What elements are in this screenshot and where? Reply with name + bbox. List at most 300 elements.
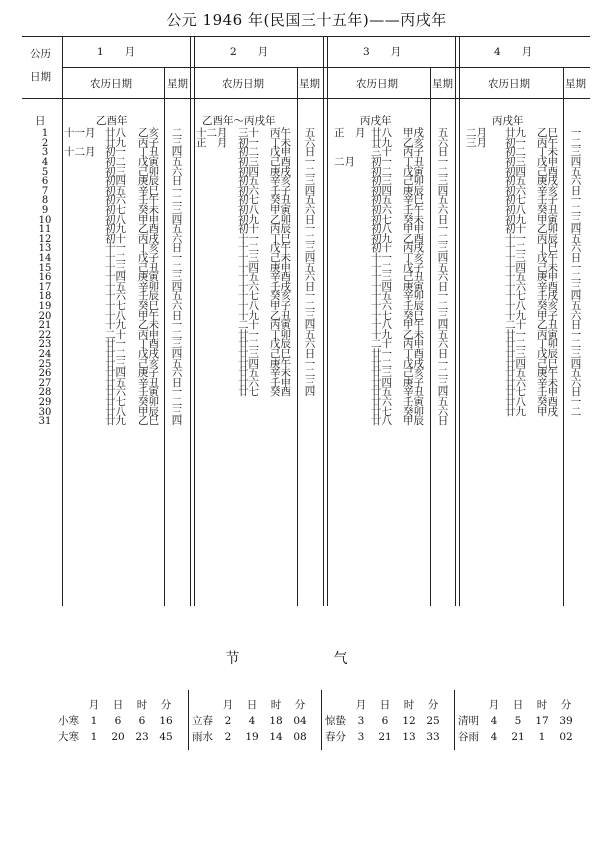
lunar-day: 廿八 — [105, 405, 126, 418]
lunar-day: 廿九 — [105, 136, 126, 149]
weekday: 五 — [437, 328, 449, 341]
lunar-month-marker: 二月 — [466, 127, 487, 139]
lunar-day: 廿七 — [105, 396, 126, 409]
day-number: 26 — [38, 368, 52, 379]
ganzhi: 乙亥 — [138, 127, 159, 139]
lunar-day: 初四 — [105, 175, 126, 187]
weekday: 三 — [304, 309, 316, 322]
lunar-day: 初十 — [238, 223, 259, 235]
lunar-day: 十五 — [371, 290, 392, 303]
weekday: 三 — [437, 175, 449, 187]
weekday: 五 — [304, 127, 316, 139]
ganzhi: 壬寅 — [138, 386, 159, 399]
weekday: 三 — [171, 204, 183, 217]
weekday: 二 — [437, 367, 449, 379]
lunar-month-marker: 正 月 — [334, 127, 366, 139]
weekday: 日 — [171, 242, 183, 255]
weekday: 五 — [437, 194, 449, 207]
lunar-day: 十九 — [371, 328, 392, 341]
jieqi-name: 清明 — [458, 715, 479, 727]
ganzhi: 壬戌 — [270, 280, 291, 293]
ganzhi: 甲戌 — [403, 127, 424, 139]
jieqi-month: 2 — [224, 731, 232, 743]
ganzhi: 戊午 — [537, 252, 558, 265]
day-number: 10 — [38, 214, 52, 226]
ganzhi: 甲午 — [138, 309, 159, 322]
ganzhi: 壬午 — [138, 194, 159, 207]
lunar-day: 初五 — [371, 194, 392, 207]
lunar-day: 廿六 — [238, 376, 259, 389]
weekday: 二 — [171, 396, 183, 409]
ganzhi: 癸丑 — [270, 194, 291, 207]
jieqi-col-header: 时 — [536, 699, 548, 711]
weekday: 二 — [171, 328, 183, 341]
lunar-day: 十二 — [371, 261, 392, 274]
ganzhi: 庚辰 — [403, 184, 424, 197]
ganzhi: 甲寅 — [270, 204, 291, 217]
day-number: 5 — [41, 166, 49, 178]
day-number: 24 — [38, 349, 52, 361]
weekday: 一 — [171, 252, 183, 265]
lunar-day: 十三 — [105, 261, 126, 274]
weekday: 一 — [570, 261, 582, 274]
day-number: 31 — [38, 416, 52, 427]
lunar-day: 十七 — [371, 309, 392, 322]
ganzhi: 乙丑 — [270, 309, 291, 322]
day-number: 4 — [41, 157, 49, 169]
day-number: 14 — [38, 253, 52, 265]
lunar-month-marker: 二月 — [334, 156, 355, 169]
weekday: 二 — [171, 261, 183, 274]
ganzhi: 癸酉 — [270, 386, 291, 399]
weekday: 四 — [304, 252, 316, 265]
ganzhi: 甲戌 — [537, 405, 558, 418]
jieqi-col-header: 分 — [160, 699, 172, 711]
month-divider — [323, 36, 324, 606]
weekday: 四 — [171, 280, 183, 293]
lunar-day: 十五 — [505, 271, 526, 283]
weekday: 六 — [437, 271, 449, 283]
weekday: 二 — [570, 271, 582, 283]
ganzhi: 丙子 — [138, 136, 159, 149]
ganzhi: 丁丑 — [403, 156, 424, 169]
lunar-day: 初九 — [105, 223, 126, 235]
weekday: 五 — [570, 300, 582, 313]
weekday: 一 — [437, 156, 449, 169]
jieqi-hour: 14 — [269, 731, 283, 743]
lunar-day: 二十 — [105, 328, 126, 341]
ganzhi: 庚戌 — [270, 165, 291, 178]
weekday: 一 — [304, 156, 316, 169]
lunar-day: 廿八 — [505, 396, 526, 409]
weekday: 日 — [171, 376, 183, 389]
weekday: 三 — [570, 146, 582, 159]
weekday: 三 — [304, 242, 316, 255]
weekday: 五 — [570, 232, 582, 245]
ganzhi: 癸丑 — [537, 204, 558, 217]
ganzhi: 辛卯 — [138, 280, 159, 293]
xingqi-header: 星期 — [565, 78, 586, 90]
weekday: 日 — [304, 213, 316, 226]
header-bottom-rule — [22, 98, 590, 99]
jieqi-day: 6 — [114, 715, 122, 727]
jieqi-minute: 02 — [559, 731, 573, 743]
weekday: 日 — [171, 309, 183, 322]
weekday: 日 — [570, 184, 582, 197]
day-number: 16 — [38, 272, 52, 283]
lunar-day: 廿八 — [371, 127, 392, 139]
ganzhi: 己酉 — [270, 156, 291, 169]
weekday: 六 — [171, 300, 183, 313]
weekday: 五 — [570, 165, 582, 178]
weekday: 日 — [304, 146, 316, 159]
lunar-month-marker: 正 月 — [196, 136, 228, 149]
ganzhi: 甲午 — [403, 319, 424, 331]
lunar-day: 廿三 — [105, 357, 126, 370]
jieqi-col-header: 分 — [294, 699, 306, 711]
ganzhi: 丁酉 — [403, 348, 424, 361]
jieqi-month: 4 — [490, 715, 498, 727]
weekday: 日 — [437, 280, 449, 293]
nongli-header: 农历日期 — [488, 78, 530, 90]
ganzhi: 癸亥 — [270, 290, 291, 303]
ganzhi: 癸巳 — [138, 300, 159, 313]
lunar-day: 初四 — [238, 165, 259, 178]
jieqi-minute: 25 — [426, 715, 440, 727]
lunar-day: 廿一 — [105, 338, 126, 351]
lunar-day: 初二 — [238, 146, 259, 159]
ganzhi: 甲辰 — [138, 405, 159, 418]
jieqi-hour: 13 — [402, 731, 416, 743]
jieqi-day: 20 — [111, 731, 125, 743]
weekday: 日 — [570, 386, 582, 399]
month-header-3: 3 月 — [363, 46, 402, 58]
ganzhi: 甲申 — [403, 223, 424, 235]
jieqi-name: 小寒 — [58, 715, 79, 727]
lunar-day: 廿九 — [371, 136, 392, 149]
weekday: 三 — [570, 213, 582, 226]
lunar-day: 十四 — [371, 280, 392, 293]
ganzhi: 丁未 — [270, 136, 291, 149]
day-number: 12 — [38, 233, 52, 245]
lunar-day: 十七 — [238, 290, 259, 303]
month-divider — [455, 36, 456, 606]
ganzhi: 丙戌 — [403, 242, 424, 255]
lunar-day: 廿一 — [371, 348, 392, 361]
ganzhi: 庚午 — [270, 357, 291, 370]
lunar-day: 廿五 — [238, 367, 259, 379]
ganzhi: 乙卯 — [537, 223, 558, 235]
lunar-day: 十二 — [505, 242, 526, 255]
lunar-day: 十一 — [505, 232, 526, 245]
lunar-day: 廿五 — [371, 386, 392, 399]
ganzhi: 乙未 — [138, 319, 159, 331]
lunar-day: 初六 — [105, 194, 126, 207]
weekday: 二 — [570, 204, 582, 217]
weekday: 日 — [570, 319, 582, 331]
lunar-day: 初四 — [371, 184, 392, 197]
weekday: 二 — [437, 165, 449, 178]
jieqi-month: 3 — [357, 731, 365, 743]
weekday: 一 — [570, 127, 582, 139]
ganzhi: 辛亥 — [270, 175, 291, 187]
lunar-day: 初五 — [505, 175, 526, 187]
weekday: 三 — [304, 175, 316, 187]
weekday: 三 — [171, 271, 183, 283]
lunar-day: 二十 — [238, 319, 259, 331]
lunar-day: 廿二 — [238, 338, 259, 351]
weekday: 二 — [171, 194, 183, 207]
lunar-day: 廿五 — [505, 367, 526, 379]
lunar-day: 十六 — [238, 280, 259, 293]
lunar-day: 初七 — [505, 194, 526, 207]
weekday: 四 — [304, 386, 316, 399]
xingqi-header: 星期 — [432, 78, 453, 90]
lunar-day: 十三 — [505, 252, 526, 265]
ganzhi: 戊子 — [403, 261, 424, 274]
ganzhi: 己未 — [537, 261, 558, 274]
day-number: 19 — [38, 301, 52, 313]
lunar-day: 初九 — [505, 213, 526, 226]
weekday: 日 — [304, 280, 316, 293]
weekday: 日 — [171, 175, 183, 187]
weekday: 四 — [437, 252, 449, 265]
ganzhi: 庚辰 — [138, 175, 159, 187]
lunar-day: 廿三 — [371, 367, 392, 379]
day-number: 11 — [38, 224, 52, 235]
weekday: 二 — [437, 232, 449, 245]
jieqi-col-header: 月 — [355, 699, 367, 711]
ganzhi: 丁巳 — [270, 232, 291, 245]
lunar-day: 廿四 — [238, 357, 259, 370]
ganzhi: 癸巳 — [403, 309, 424, 322]
jieqi-name: 立春 — [192, 715, 213, 727]
lunar-day: 廿七 — [238, 386, 259, 399]
lunar-day: 廿三 — [238, 348, 259, 361]
ganzhi: 戊寅 — [138, 156, 159, 169]
ganzhi: 乙亥 — [403, 136, 424, 149]
month-header-2: 2 月 — [230, 46, 269, 58]
weekday: 四 — [570, 223, 582, 235]
lunar-day: 廿七 — [371, 405, 392, 418]
weekday: 四 — [437, 319, 449, 331]
weekday: 五 — [570, 367, 582, 379]
lunar-day: 十五 — [105, 280, 126, 293]
lunar-day: 初十 — [105, 232, 126, 245]
ganzhi: 辛酉 — [537, 280, 558, 293]
ganzhi: 丙寅 — [537, 328, 558, 341]
jieqi-divider — [454, 690, 455, 750]
lunar-day: 十五 — [238, 271, 259, 283]
day-number: 22 — [38, 329, 52, 341]
jieqi-day: 4 — [248, 715, 256, 727]
lunar-day: 廿四 — [105, 367, 126, 379]
ganzhi: 己巳 — [537, 357, 558, 370]
jieqi-hour: 23 — [135, 731, 149, 743]
ganzhi: 戊寅 — [403, 165, 424, 178]
day-column-rule — [62, 36, 63, 606]
lunar-day: 初八 — [505, 204, 526, 217]
day-number: 1 — [41, 128, 49, 139]
jieqi-day: 19 — [245, 731, 259, 743]
lunar-day: 初六 — [238, 184, 259, 197]
lunar-day: 十九 — [238, 309, 259, 322]
ganzhi: 甲辰 — [403, 415, 424, 427]
day-number: 30 — [38, 406, 52, 418]
weekday: 六 — [570, 309, 582, 322]
ganzhi: 戊午 — [270, 242, 291, 255]
table-top-rule — [22, 36, 590, 37]
lunar-day: 十二 — [105, 252, 126, 265]
lunar-year-label: 丙戌年 — [360, 115, 392, 127]
lunar-month-marker: 三月 — [466, 136, 487, 149]
weekday: 一 — [570, 194, 582, 207]
weekday: 一 — [304, 290, 316, 303]
jieqi-hour: 6 — [138, 715, 146, 727]
jieqi-col-header: 日 — [246, 699, 258, 711]
day-number: 18 — [38, 291, 52, 303]
ganzhi: 乙卯 — [270, 213, 291, 226]
jieqi-col-header: 时 — [403, 699, 415, 711]
month-header-4: 4 月 — [494, 46, 533, 58]
lunar-year-label: 乙酉年 — [96, 115, 128, 127]
weekday: 三 — [171, 136, 183, 149]
lunar-day: 十四 — [238, 261, 259, 274]
jieqi-title: 节 气 — [225, 651, 388, 667]
lunar-day: 初八 — [105, 213, 126, 226]
day-number: 8 — [41, 195, 49, 207]
ganzhi: 壬午 — [403, 204, 424, 217]
ganzhi: 壬子 — [270, 184, 291, 197]
lunar-day: 初四 — [505, 165, 526, 178]
weekday: 六 — [171, 165, 183, 178]
weekday: 二 — [304, 300, 316, 313]
day-number: 3 — [41, 147, 49, 159]
day-number: 17 — [38, 281, 52, 293]
ganzhi: 丁亥 — [403, 252, 424, 265]
ganzhi: 癸卯 — [138, 396, 159, 409]
lunar-month-marker: 十二月 — [196, 127, 228, 139]
weekday: 二 — [304, 367, 316, 379]
lunar-day: 廿二 — [371, 357, 392, 370]
weekday: 六 — [304, 204, 316, 217]
weekday: 四 — [437, 386, 449, 399]
weekday: 五 — [437, 261, 449, 274]
ganzhi: 辛巳 — [403, 194, 424, 207]
ganzhi: 丙寅 — [270, 319, 291, 331]
weekday: 一 — [570, 328, 582, 341]
lunar-day: 十一 — [238, 232, 259, 245]
lunar-day: 十八 — [238, 300, 259, 313]
gongli-header: 公历 — [30, 48, 51, 60]
lunar-month-marker: 十二月 — [64, 146, 96, 159]
lunar-day: 廿七 — [505, 386, 526, 399]
weekday: 二 — [570, 338, 582, 351]
xingqi-header: 星期 — [299, 78, 320, 90]
jieqi-col-header: 分 — [427, 699, 439, 711]
lunar-day: 初六 — [371, 204, 392, 217]
riqi-header: 日期 — [30, 71, 51, 83]
ganzhi: 辛巳 — [138, 184, 159, 197]
lunar-day: 十一 — [371, 252, 392, 265]
month-header-1: 1 月 — [97, 46, 136, 58]
weekday: 四 — [171, 348, 183, 361]
weekday: 三 — [570, 280, 582, 293]
ganzhi: 癸未 — [403, 213, 424, 226]
weekday: 二 — [437, 300, 449, 313]
weekday: 五 — [437, 396, 449, 409]
weekday: 二 — [570, 136, 582, 149]
day-label: 日 — [35, 115, 46, 127]
page-title: 公元 1946 年(民国三十五年)——丙戌年 — [166, 11, 447, 29]
lunar-day: 初十 — [371, 242, 392, 255]
weekday: 日 — [437, 213, 449, 226]
lunar-day: 初一 — [238, 136, 259, 149]
day-number: 6 — [41, 176, 49, 187]
weekday: 二 — [171, 127, 183, 139]
ganzhi: 乙丑 — [537, 319, 558, 331]
lunar-day: 廿六 — [371, 396, 392, 409]
jieqi-hour: 17 — [535, 715, 549, 727]
ganzhi: 丁亥 — [138, 242, 159, 255]
ganzhi: 戊申 — [537, 156, 558, 169]
ganzhi: 戊申 — [270, 146, 291, 159]
weekday: 一 — [171, 386, 183, 399]
lunar-day: 初九 — [371, 232, 392, 245]
ganzhi: 壬戌 — [537, 290, 558, 303]
ganzhi: 丙辰 — [270, 223, 291, 235]
lunar-day: 廿八 — [371, 415, 392, 427]
ganzhi: 庚寅 — [403, 280, 424, 293]
weekday: 一 — [171, 184, 183, 197]
ganzhi: 丙子 — [403, 146, 424, 159]
lunar-day: 初三 — [505, 156, 526, 169]
jieqi-month: 3 — [357, 715, 365, 727]
lunar-day: 十一 — [105, 242, 126, 255]
day-number: 27 — [38, 377, 52, 389]
lunar-day: 初三 — [238, 156, 259, 169]
ganzhi: 己卯 — [138, 165, 159, 178]
day-number: 28 — [38, 387, 52, 399]
lunar-day: 初二 — [505, 146, 526, 159]
lunar-day: 初九 — [238, 213, 259, 226]
weekday: 四 — [570, 156, 582, 169]
weekday: 四 — [171, 213, 183, 226]
ganzhi: 辛未 — [270, 367, 291, 379]
jieqi-name: 春分 — [325, 731, 346, 743]
ganzhi: 庚子 — [138, 367, 159, 379]
ganzhi: 辛卯 — [403, 290, 424, 303]
ganzhi: 戊辰 — [537, 348, 558, 361]
day-number: 29 — [38, 397, 52, 409]
month-header-rule — [62, 67, 590, 68]
weekday: 六 — [437, 405, 449, 418]
lunar-day: 初五 — [105, 184, 126, 197]
nongli-header: 农历日期 — [222, 78, 264, 90]
nongli-header: 农历日期 — [90, 78, 132, 90]
lunar-day: 初一 — [105, 146, 126, 159]
ganzhi: 戊戌 — [138, 348, 159, 361]
lunar-day: 初二 — [105, 156, 126, 169]
lunar-day: 廿六 — [105, 386, 126, 399]
jieqi-col-header: 日 — [112, 699, 124, 711]
ganzhi: 庚午 — [537, 367, 558, 379]
weekday: 日 — [437, 146, 449, 159]
lunar-day: 十七 — [505, 290, 526, 303]
month-divider — [190, 36, 191, 606]
weekday: 六 — [171, 232, 183, 245]
jieqi-hour: 1 — [538, 731, 546, 743]
